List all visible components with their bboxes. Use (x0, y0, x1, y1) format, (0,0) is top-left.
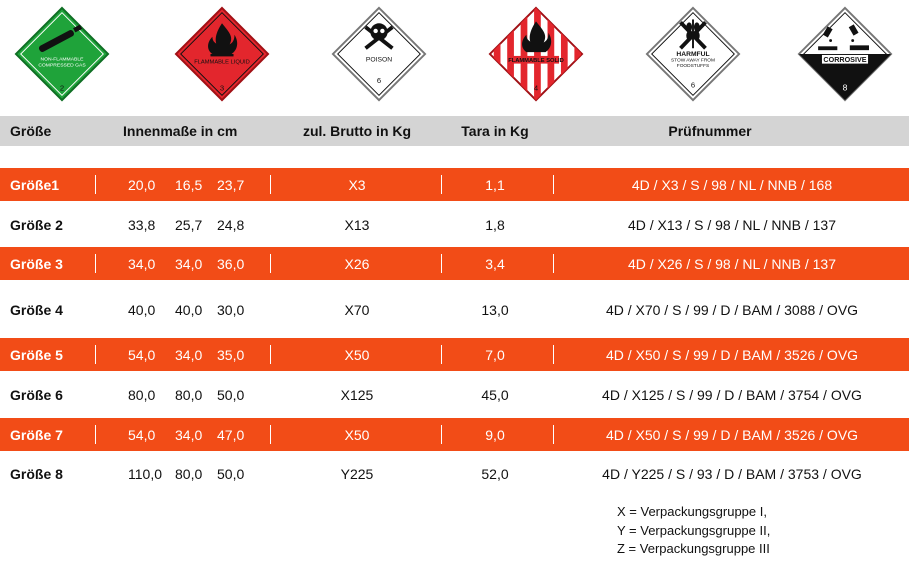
label-text: POISON (365, 56, 393, 64)
column-divider (95, 175, 96, 194)
gross-weight-cell: X125 (340, 386, 374, 403)
column-divider (553, 175, 554, 194)
size-cell: Größe 7 (10, 426, 63, 443)
dim-height-cell: 23,7 (217, 176, 245, 193)
class-number: 2 (59, 83, 65, 93)
size-cell: Größe 5 (10, 346, 63, 363)
poison-label (331, 6, 427, 102)
dim-width-cell: 80,0 (175, 465, 203, 482)
gross-weight-cell: X3 (348, 176, 366, 193)
dim-length-cell: 80,0 (128, 386, 156, 403)
gross-weight-cell: X13 (344, 216, 370, 233)
tare-weight-cell: 45,0 (481, 386, 509, 403)
class-number: 6 (690, 80, 696, 90)
legend-item: X = Verpackungsgruppe I, (617, 504, 767, 519)
column-divider (441, 345, 442, 364)
table-row (0, 457, 909, 490)
table-row (0, 168, 909, 201)
test-number-cell: 4D / X13 / S / 98 / NL / NNB / 137 (627, 216, 837, 233)
column-divider (441, 425, 442, 444)
size-cell: Größe 8 (10, 465, 63, 482)
header-test-number: Prüfnummer (668, 123, 752, 139)
corrosion-icon (797, 6, 893, 102)
table-row (0, 418, 909, 451)
label-text: STOW AWAY FROM (670, 58, 716, 64)
tare-weight-cell: 3,4 (485, 255, 505, 272)
column-divider (95, 254, 96, 273)
header-inner-dimensions: Innenmaße in cm (123, 123, 238, 139)
header-gross-weight: zul. Brutto in Kg (302, 123, 412, 139)
test-number-cell: 4D / X26 / S / 98 / NL / NNB / 137 (627, 255, 837, 272)
column-divider (95, 425, 96, 444)
size-cell: Größe 6 (10, 386, 63, 403)
dim-length-cell: 110,0 (128, 465, 162, 482)
label-text: NON-FLAMMABLE (40, 56, 84, 63)
class-number: 6 (376, 75, 382, 85)
tare-weight-cell: 1,1 (485, 176, 505, 193)
legend-item: Z = Verpackungsgruppe III (617, 541, 770, 556)
test-number-cell: 4D / Y225 / S / 93 / D / BAM / 3753 / OVG (602, 465, 862, 482)
table-row (0, 247, 909, 280)
column-divider (270, 254, 271, 273)
dim-width-cell: 80,0 (175, 386, 203, 403)
dim-height-cell: 50,0 (217, 465, 245, 482)
flammable-solid-label (488, 6, 584, 102)
size-cell: Größe 3 (10, 255, 63, 272)
dim-width-cell: 25,7 (175, 216, 203, 233)
table-row (0, 208, 909, 241)
column-divider (441, 254, 442, 273)
column-divider (441, 175, 442, 194)
gas-cylinder-icon (14, 6, 110, 102)
dim-length-cell: 33,8 (128, 216, 156, 233)
dim-height-cell: 50,0 (217, 386, 245, 403)
dim-width-cell: 40,0 (175, 301, 203, 318)
tare-weight-cell: 52,0 (481, 465, 509, 482)
dim-width-cell: 34,0 (175, 255, 203, 272)
test-number-cell: 4D / X70 / S / 99 / D / BAM / 3088 / OVG (605, 301, 859, 318)
gross-weight-cell: X50 (344, 426, 370, 443)
dim-height-cell: 24,8 (217, 216, 245, 233)
column-divider (95, 345, 96, 364)
column-divider (553, 425, 554, 444)
class-number: 8 (842, 82, 848, 93)
dim-length-cell: 54,0 (128, 346, 156, 363)
non-flammable-gas-label (14, 6, 110, 102)
test-number-cell: 4D / X50 / S / 99 / D / BAM / 3526 / OVG (605, 346, 859, 363)
header-size: Größe (10, 123, 52, 139)
header-tare-weight: Tara in Kg (461, 123, 529, 139)
skull-icon (331, 6, 427, 102)
flame-icon (174, 6, 270, 102)
class-number: 3 (219, 83, 225, 93)
test-number-cell: 4D / X125 / S / 99 / D / BAM / 3754 / OVG (602, 386, 862, 403)
dim-length-cell: 20,0 (128, 176, 156, 193)
legend (617, 503, 770, 559)
table-row (0, 293, 909, 326)
dim-height-cell: 30,0 (217, 301, 245, 318)
column-divider (270, 425, 271, 444)
gross-weight-cell: X26 (344, 255, 370, 272)
tare-weight-cell: 13,0 (481, 301, 509, 318)
column-divider (553, 345, 554, 364)
size-cell: Größe 2 (10, 216, 63, 233)
table-header (0, 116, 909, 146)
tare-weight-cell: 9,0 (485, 426, 505, 443)
dim-height-cell: 35,0 (217, 346, 245, 363)
dim-width-cell: 16,5 (175, 176, 203, 193)
dim-height-cell: 36,0 (217, 255, 245, 272)
dim-width-cell: 34,0 (175, 346, 203, 363)
test-number-cell: 4D / X3 / S / 98 / NL / NNB / 168 (631, 176, 833, 193)
dim-length-cell: 34,0 (128, 255, 156, 272)
dim-height-cell: 47,0 (217, 426, 245, 443)
label-text: FLAMMABLE SOLID (508, 58, 564, 65)
hazard-labels (0, 0, 909, 104)
dim-length-cell: 40,0 (128, 301, 156, 318)
gross-weight-cell: X50 (344, 346, 370, 363)
dim-width-cell: 34,0 (175, 426, 203, 443)
tare-weight-cell: 1,8 (485, 216, 505, 233)
gross-weight-cell: X70 (344, 301, 370, 318)
label-text: HARMFUL (676, 50, 710, 58)
column-divider (553, 254, 554, 273)
column-divider (270, 345, 271, 364)
column-divider (270, 175, 271, 194)
label-text: FLAMMABLE LIQUID (194, 59, 250, 66)
corrosive-label (797, 6, 893, 102)
tare-weight-cell: 7,0 (485, 346, 505, 363)
size-cell: Größe1 (10, 176, 60, 193)
dim-length-cell: 54,0 (128, 426, 156, 443)
table-row (0, 378, 909, 411)
wheat-cross-icon (645, 6, 741, 102)
legend-item: Y = Verpackungsgruppe II, (617, 522, 771, 538)
harmful-label (645, 6, 741, 102)
flame-icon (488, 6, 584, 102)
size-cell: Größe 4 (10, 301, 63, 318)
flammable-liquid-label (174, 6, 270, 102)
test-number-cell: 4D / X50 / S / 99 / D / BAM / 3526 / OVG (605, 426, 859, 443)
label-text: COMPRESSED GAS (38, 62, 86, 69)
label-text: FOODSTUFFS (676, 63, 710, 69)
table-row (0, 338, 909, 371)
gross-weight-cell: Y225 (340, 465, 374, 482)
class-number: 4 (533, 83, 539, 93)
label-text: CORROSIVE (823, 55, 867, 65)
